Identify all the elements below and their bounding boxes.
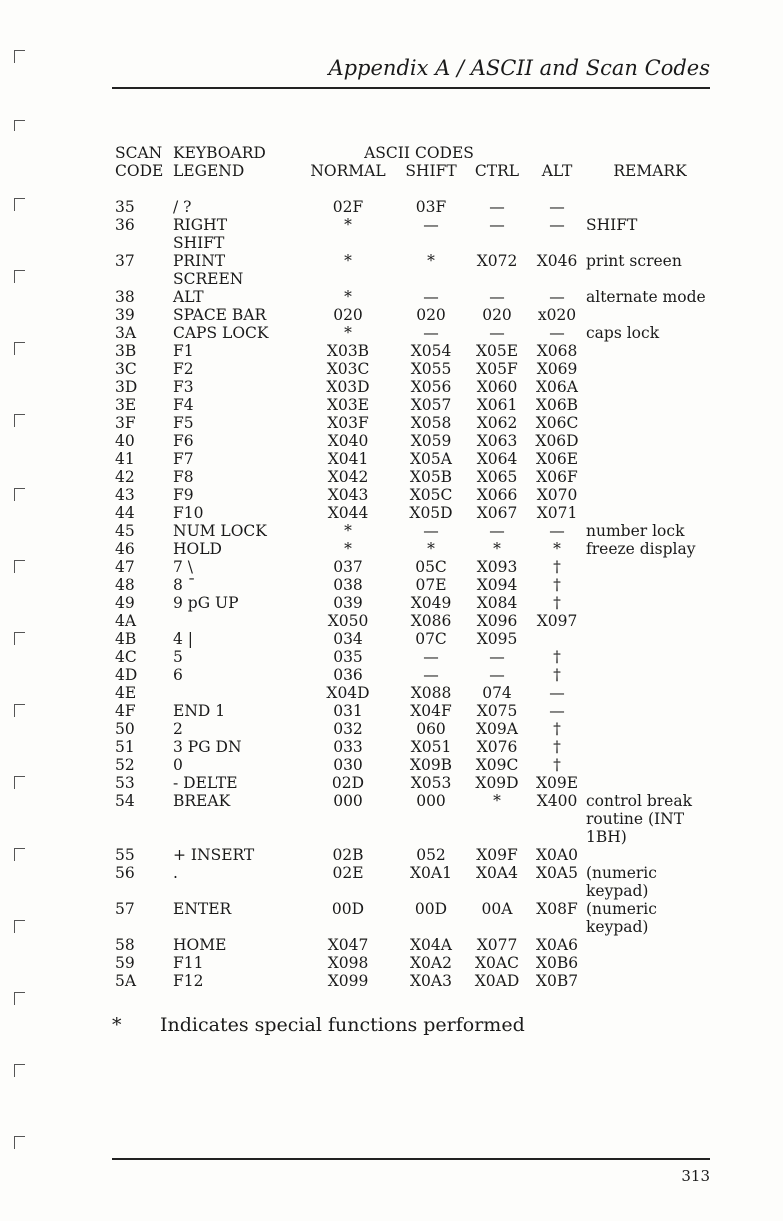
cell-remark: (numeric	[586, 900, 657, 918]
cell-normal: *	[344, 522, 352, 540]
cell-normal: X03B	[326, 342, 370, 360]
cell-scan-code: 53	[115, 774, 135, 792]
cell-ctrl: X0AD	[474, 972, 520, 990]
cell-remark: caps lock	[586, 324, 660, 342]
cell-normal: X03F	[327, 414, 369, 432]
cell-shift: X04A	[410, 936, 452, 954]
cell-remark: control break	[586, 792, 692, 810]
cell-shift: —	[423, 324, 439, 342]
cell-shift: 060	[416, 720, 446, 738]
cell-normal: 020	[333, 306, 363, 324]
cell-shift: X051	[410, 738, 452, 756]
cell-normal: *	[344, 288, 352, 306]
page-header-title: Appendix A / ASCII and Scan Codes	[328, 56, 710, 80]
cell-shift: —	[423, 288, 439, 306]
cell-ctrl: X094	[476, 576, 518, 594]
cell-normal: 02F	[332, 198, 364, 216]
cell-shift: X05D	[409, 504, 453, 522]
cell-legend: .	[173, 864, 178, 882]
page-number: 313	[681, 1167, 710, 1185]
cell-shift: X057	[410, 396, 452, 414]
cell-scan-code: 3B	[115, 342, 137, 360]
cell-alt: X08F	[536, 900, 578, 918]
cell-alt: †	[553, 558, 561, 576]
cell-scan-code: 3A	[115, 324, 137, 342]
cell-normal: 035	[333, 648, 363, 666]
cell-legend: BREAK	[173, 792, 231, 810]
cell-remark: keypad)	[586, 918, 649, 936]
header-scan-line1: SCAN	[115, 144, 163, 162]
cell-alt: X06A	[536, 378, 578, 396]
cell-ctrl: X096	[476, 612, 518, 630]
cell-legend: SHIFT	[173, 234, 225, 252]
cell-shift: 05C	[415, 558, 447, 576]
cell-ctrl: X084	[476, 594, 518, 612]
margin-mark	[14, 120, 25, 131]
margin-mark	[14, 414, 25, 427]
cell-normal: X044	[327, 504, 369, 522]
cell-normal: X098	[327, 954, 369, 972]
cell-legend: HOME	[173, 936, 227, 954]
cell-normal: 00D	[331, 900, 365, 918]
cell-scan-code: 44	[115, 504, 135, 522]
footnote-symbol: *	[112, 1014, 122, 1036]
footnote-text: Indicates special functions performed	[160, 1014, 525, 1036]
cell-scan-code: 4A	[115, 612, 137, 630]
cell-legend: 9 pG UP	[173, 594, 239, 612]
cell-alt: X0B6	[535, 954, 579, 972]
cell-normal: *	[344, 324, 352, 342]
cell-remark: alternate mode	[586, 288, 706, 306]
margin-mark	[14, 776, 25, 789]
cell-ctrl: X063	[476, 432, 518, 450]
cell-shift: X05B	[409, 468, 453, 486]
cell-ctrl: —	[489, 324, 505, 342]
cell-scan-code: 57	[115, 900, 135, 918]
cell-legend: 0	[173, 756, 183, 774]
cell-shift: 020	[416, 306, 446, 324]
cell-shift: X059	[410, 432, 452, 450]
cell-normal: 02E	[332, 864, 364, 882]
cell-scan-code: 36	[115, 216, 135, 234]
cell-alt: X0B7	[535, 972, 579, 990]
cell-normal: 000	[333, 792, 363, 810]
margin-mark	[14, 848, 25, 861]
cell-shift: X049	[410, 594, 452, 612]
cell-alt: *	[553, 540, 561, 558]
cell-shift: 000	[416, 792, 446, 810]
cell-remark: print screen	[586, 252, 682, 270]
cell-alt: X06F	[536, 468, 578, 486]
cell-shift: X053	[410, 774, 452, 792]
cell-legend: F11	[173, 954, 204, 972]
cell-scan-code: 47	[115, 558, 135, 576]
cell-normal: 031	[333, 702, 363, 720]
cell-shift: X054	[410, 342, 452, 360]
cell-ctrl: 00A	[481, 900, 513, 918]
cell-ctrl: —	[489, 216, 505, 234]
cell-ctrl: X05E	[475, 342, 519, 360]
cell-scan-code: 3E	[115, 396, 137, 414]
cell-scan-code: 4E	[115, 684, 137, 702]
cell-scan-code: 41	[115, 450, 135, 468]
cell-alt: X06C	[535, 414, 579, 432]
cell-ctrl: X065	[476, 468, 518, 486]
cell-normal: 039	[333, 594, 363, 612]
cell-legend: NUM LOCK	[173, 522, 267, 540]
cell-alt: X400	[536, 792, 578, 810]
cell-normal: X042	[327, 468, 369, 486]
cell-legend: F6	[173, 432, 194, 450]
cell-alt: †	[553, 720, 561, 738]
header-scan-line2: CODE	[115, 162, 164, 180]
cell-shift: —	[423, 666, 439, 684]
cell-legend: - DELTE	[173, 774, 238, 792]
cell-remark: keypad)	[586, 882, 649, 900]
margin-mark	[14, 1136, 25, 1149]
cell-scan-code: 37	[115, 252, 135, 270]
cell-remark: freeze display	[586, 540, 696, 558]
cell-ctrl: 074	[482, 684, 512, 702]
cell-legend: F5	[173, 414, 194, 432]
cell-legend: 6	[173, 666, 183, 684]
header-legend-line2: LEGEND	[173, 162, 245, 180]
cell-legend: F12	[173, 972, 204, 990]
margin-mark	[14, 198, 25, 211]
cell-alt: —	[549, 522, 565, 540]
cell-alt: †	[553, 738, 561, 756]
cell-ctrl: X067	[476, 504, 518, 522]
cell-scan-code: 45	[115, 522, 135, 540]
cell-legend: 7 \	[173, 558, 194, 576]
cell-normal: X099	[327, 972, 369, 990]
cell-scan-code: 52	[115, 756, 135, 774]
cell-legend: F4	[173, 396, 194, 414]
cell-alt: X0A6	[536, 936, 578, 954]
cell-scan-code: 39	[115, 306, 135, 324]
cell-alt: †	[553, 648, 561, 666]
cell-alt: X06D	[535, 432, 579, 450]
cell-ctrl: *	[493, 792, 501, 810]
cell-remark: 1BH)	[586, 828, 627, 846]
cell-scan-code: 46	[115, 540, 135, 558]
cell-legend: PRINT	[173, 252, 226, 270]
cell-ctrl: 020	[482, 306, 512, 324]
cell-scan-code: 43	[115, 486, 135, 504]
cell-shift: X055	[410, 360, 452, 378]
margin-mark	[14, 488, 25, 501]
cell-shift: X05A	[410, 450, 452, 468]
cell-scan-code: 4C	[115, 648, 137, 666]
cell-legend: F1	[173, 342, 194, 360]
cell-legend: F2	[173, 360, 194, 378]
cell-shift: —	[423, 648, 439, 666]
cell-remark: number lock	[586, 522, 685, 540]
cell-legend: F8	[173, 468, 194, 486]
cell-legend: F7	[173, 450, 194, 468]
cell-normal: X040	[327, 432, 369, 450]
cell-normal: 033	[333, 738, 363, 756]
cell-normal: X03C	[326, 360, 370, 378]
cell-alt: —	[549, 288, 565, 306]
cell-normal: X047	[327, 936, 369, 954]
cell-scan-code: 51	[115, 738, 135, 756]
cell-alt: —	[549, 198, 565, 216]
cell-shift: X0A2	[410, 954, 452, 972]
cell-normal: 02D	[331, 774, 365, 792]
cell-legend: CAPS LOCK	[173, 324, 269, 342]
cell-ctrl: X0A4	[476, 864, 518, 882]
header-remark: REMARK	[613, 162, 687, 180]
cell-scan-code: 4F	[115, 702, 136, 720]
cell-ctrl: —	[489, 288, 505, 306]
cell-ctrl: X09C	[475, 756, 519, 774]
cell-normal: X043	[327, 486, 369, 504]
cell-shift: *	[427, 540, 435, 558]
cell-scan-code: 5A	[115, 972, 137, 990]
header-ascii-codes: ASCII CODES	[364, 144, 474, 162]
cell-scan-code: 35	[115, 198, 135, 216]
cell-normal: X041	[327, 450, 369, 468]
cell-ctrl: X075	[476, 702, 518, 720]
cell-scan-code: 40	[115, 432, 135, 450]
cell-shift: 07C	[415, 630, 447, 648]
cell-scan-code: 38	[115, 288, 135, 306]
cell-legend: + INSERT	[173, 846, 255, 864]
cell-alt: X069	[536, 360, 578, 378]
cell-scan-code: 50	[115, 720, 135, 738]
cell-shift: X058	[410, 414, 452, 432]
cell-normal: 038	[333, 576, 363, 594]
cell-ctrl: X0AC	[475, 954, 519, 972]
cell-alt: †	[553, 756, 561, 774]
cell-scan-code: 3F	[115, 414, 136, 432]
cell-scan-code: 56	[115, 864, 135, 882]
cell-alt: X071	[536, 504, 578, 522]
cell-alt: —	[549, 324, 565, 342]
cell-alt: X070	[536, 486, 578, 504]
cell-ctrl: X060	[476, 378, 518, 396]
cell-normal: 030	[333, 756, 363, 774]
cell-shift: 03F	[415, 198, 447, 216]
cell-scan-code: 55	[115, 846, 135, 864]
margin-mark	[14, 992, 25, 1005]
cell-shift: X04F	[410, 702, 452, 720]
margin-mark	[14, 632, 25, 645]
cell-alt: †	[553, 594, 561, 612]
cell-legend: F9	[173, 486, 194, 504]
cell-legend: RIGHT	[173, 216, 228, 234]
header-legend-line1: KEYBOARD	[173, 144, 266, 162]
margin-mark	[14, 270, 25, 283]
cell-ctrl: X093	[476, 558, 518, 576]
margin-mark	[14, 342, 25, 355]
cell-ctrl: X062	[476, 414, 518, 432]
cell-ctrl: —	[489, 198, 505, 216]
cell-alt: x020	[537, 306, 577, 324]
cell-remark: (numeric	[586, 864, 657, 882]
cell-scan-code: 59	[115, 954, 135, 972]
header-shift: SHIFT	[405, 162, 457, 180]
cell-scan-code: 3D	[115, 378, 138, 396]
cell-normal: *	[344, 252, 352, 270]
margin-mark	[14, 1064, 25, 1077]
cell-normal: *	[344, 540, 352, 558]
cell-alt: X046	[536, 252, 578, 270]
cell-ctrl: X066	[476, 486, 518, 504]
cell-normal: 034	[333, 630, 363, 648]
cell-normal: X04D	[326, 684, 370, 702]
cell-alt: X068	[536, 342, 578, 360]
cell-legend: 2	[173, 720, 183, 738]
cell-legend: 5	[173, 648, 183, 666]
cell-alt: —	[549, 216, 565, 234]
cell-alt: X06E	[535, 450, 579, 468]
cell-alt: X0A5	[536, 864, 578, 882]
footnote	[112, 1013, 525, 1037]
cell-normal: X050	[327, 612, 369, 630]
cell-alt: X097	[536, 612, 578, 630]
cell-ctrl: X076	[476, 738, 518, 756]
cell-scan-code: 42	[115, 468, 135, 486]
cell-shift: X05C	[409, 486, 453, 504]
cell-legend: ALT	[173, 288, 204, 306]
cell-normal: 032	[333, 720, 363, 738]
cell-ctrl: —	[489, 666, 505, 684]
cell-scan-code: 4B	[115, 630, 137, 648]
cell-legend: SCREEN	[173, 270, 244, 288]
cell-legend: F3	[173, 378, 194, 396]
cell-remark: SHIFT	[586, 216, 638, 234]
cell-shift: 07E	[415, 576, 447, 594]
cell-shift: X0A1	[410, 864, 452, 882]
cell-legend: F10	[173, 504, 204, 522]
margin-mark	[14, 920, 25, 933]
margin-mark	[14, 50, 25, 63]
cell-alt: X0A0	[536, 846, 578, 864]
cell-alt: X06B	[535, 396, 579, 414]
footer-rule	[112, 1158, 710, 1160]
cell-ctrl: *	[493, 540, 501, 558]
cell-ctrl: X072	[476, 252, 518, 270]
cell-ctrl: X061	[476, 396, 518, 414]
header-ctrl: CTRL	[474, 162, 520, 180]
cell-legend: END 1	[173, 702, 226, 720]
cell-shift: X09B	[409, 756, 453, 774]
cell-normal: 037	[333, 558, 363, 576]
header-normal: NORMAL	[310, 162, 386, 180]
cell-scan-code: 49	[115, 594, 135, 612]
cell-ctrl: X09A	[476, 720, 518, 738]
cell-ctrl: X09D	[475, 774, 519, 792]
cell-shift: X0A3	[410, 972, 452, 990]
cell-scan-code: 58	[115, 936, 135, 954]
cell-legend: ENTER	[173, 900, 232, 918]
cell-alt: —	[549, 684, 565, 702]
cell-ctrl: X095	[476, 630, 518, 648]
cell-legend: HOLD	[173, 540, 222, 558]
margin-mark	[14, 560, 25, 573]
cell-normal: X03E	[326, 396, 370, 414]
cell-shift: *	[427, 252, 435, 270]
cell-scan-code: 3C	[115, 360, 137, 378]
cell-shift: 052	[416, 846, 446, 864]
cell-ctrl: X077	[476, 936, 518, 954]
cell-scan-code: 54	[115, 792, 135, 810]
cell-shift: X086	[410, 612, 452, 630]
cell-shift: 00D	[414, 900, 448, 918]
cell-scan-code: 4D	[115, 666, 138, 684]
cell-alt: X09E	[535, 774, 579, 792]
cell-legend: 3 PG DN	[173, 738, 242, 756]
cell-shift: —	[423, 216, 439, 234]
cell-ctrl: X09F	[476, 846, 518, 864]
cell-normal: 036	[333, 666, 363, 684]
cell-shift: —	[423, 522, 439, 540]
cell-shift: X056	[410, 378, 452, 396]
cell-alt: †	[553, 576, 561, 594]
cell-ctrl: X064	[476, 450, 518, 468]
cell-legend: 4 |	[173, 630, 194, 648]
cell-legend: / ?	[173, 198, 192, 216]
cell-legend: 8 ˉ	[173, 576, 196, 594]
cell-ctrl: —	[489, 648, 505, 666]
cell-ctrl: —	[489, 522, 505, 540]
cell-alt: †	[553, 666, 561, 684]
header-rule	[112, 87, 710, 89]
margin-mark	[14, 704, 25, 717]
cell-legend: SPACE BAR	[173, 306, 267, 324]
cell-normal: *	[344, 216, 352, 234]
cell-ctrl: X05F	[476, 360, 518, 378]
cell-shift: X088	[410, 684, 452, 702]
cell-scan-code: 48	[115, 576, 135, 594]
cell-normal: 02B	[332, 846, 364, 864]
cell-alt: —	[549, 702, 565, 720]
cell-normal: X03D	[326, 378, 370, 396]
header-alt: ALT	[541, 162, 573, 180]
cell-remark: routine (INT	[586, 810, 685, 828]
